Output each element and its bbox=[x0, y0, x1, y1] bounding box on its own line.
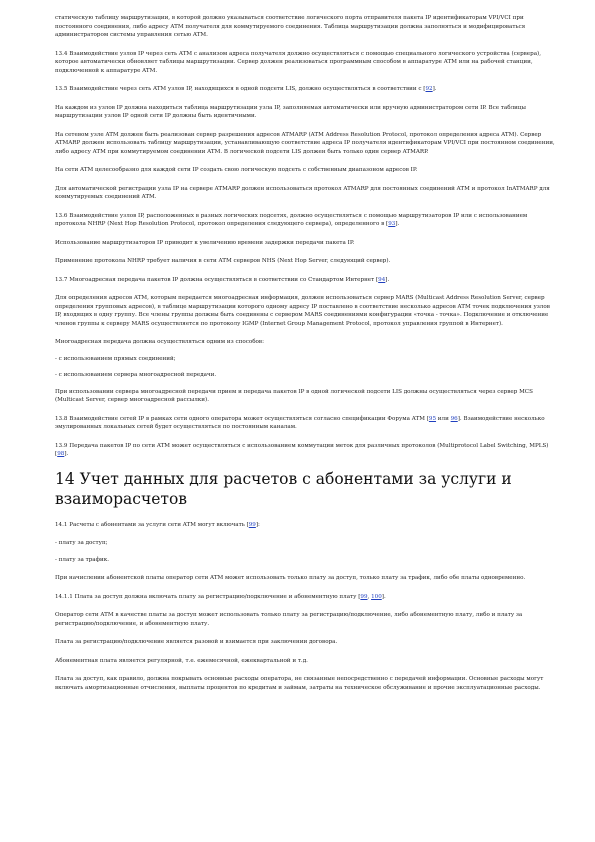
paragraph-13-6 bbox=[55, 212, 555, 229]
paragraph-text: 14.1.1 Плата за доступ должна включать плату за регистрацию/подключение и абонементную плату [ bbox=[55, 593, 361, 600]
paragraph-13-4: 13.4 Взаимодействие узлов IP через сеть ATM с анализом адреса получателя должно осуществляться с помощью специального логического устройства (сервера), которое автоматически обновляет таблицы маршрутизации. Сервер должен реализоваться программным способом в аппаратуре ATM или на рабочей станции, подключенной к аппаратуре ATM. bbox=[55, 50, 541, 74]
paragraph-text: 13.8 Взаимодействие сетей IP в рамках сети одного оператора может осуществляться согласно спецификации Форума ATM [ bbox=[55, 415, 429, 422]
paragraph: статическую таблицу маршрутизации, в которой должно указываться соответствие логического порта отправителя пакета IP идентификаторам VPI/VCI при постоянного соединения, либо адресу ATM получателя для коммутируемого соединения. Таблица маршрутизации должна заполняться и модифицироваться администратором системы управления сетью ATM. bbox=[55, 15, 526, 38]
paragraph: Для определения адресов ATM, которым передается многоадресная информация, должен использоваться сервер MARS (Multicast Address Resolution Server, сервер определения групповых адресов), в таблице маршрутизации которого одному адресу IP поставлено в соответствие несколько адресов ATM точек подключения узлов IP, входящих в одну группу. Все члены группы должны быть соединены с сервером MARS соединениями конфигурации «точка - точка». Подключение и отключение членов группы к серверу MARS осуществляется по протоколу IGMP (Internet Group Management Protocol, протокол управления группой в Интернет). bbox=[55, 295, 550, 327]
paragraph: Оператор сети ATM в качестве платы за доступ может использовать только плату за регистрацию/подключение, либо абонементную плату, либо и плату за регистрацию/подключение, и абонементную плату. bbox=[55, 612, 523, 627]
paragraph-text-end: ]. bbox=[432, 86, 437, 92]
paragraph-text: 13.9 Передача пакетов IP по сети ATM может осуществляться с использованием коммутации меток для различных протоколов (Multiprotocol Label Switching, MPLS) [ bbox=[55, 442, 549, 457]
reference-link[interactable]: 99 bbox=[360, 593, 368, 600]
paragraph-text: 14.1 Расчеты с абонентами за услуги сети ATM могут включать [ bbox=[55, 521, 249, 528]
paragraph-text: 13.6 Взаимодействие узлов IP, расположенных в разных логических подсетях, должно осуществляться с помощью маршрутизаторов IP или с использованием протокола NHRP (Next Hop Resolution Protocol, протокол определения следующего сервера), определенного в [ bbox=[55, 212, 528, 227]
paragraph: Абонементная плата является регулярной, т.е. ежемесячной, ежеквартальной и т.д. bbox=[55, 657, 308, 664]
document-page bbox=[55, 14, 555, 702]
reference-link[interactable]: 96 bbox=[450, 415, 458, 422]
paragraph: Многоадресная передача должна осуществляться одним из способов: bbox=[55, 339, 264, 345]
paragraph: Использование маршрутизаторов IP приводит к увеличению времени задержки передачи пакета IP. bbox=[55, 239, 355, 246]
paragraph-text-mid: , bbox=[367, 593, 372, 600]
paragraph: При начислении абонентской платы оператор сети ATM может использовать только плату за доступ, только плату за трафик, либо обе платы одновременно. bbox=[55, 575, 526, 581]
list-item: - с использованием сервера многоадресной передачи. bbox=[55, 372, 217, 378]
reference-link[interactable]: 99 bbox=[248, 521, 256, 528]
paragraph-text-end: ]. bbox=[64, 451, 69, 457]
list-item: - с использованием прямых соединений; bbox=[55, 355, 176, 362]
paragraph: Плата за доступ, как правило, должна покрывать основные расходы оператора, не связанные непосредственно с передачей информации. Основные расходы могут включать амортизационные отчисления, выплаты процентов по кредитам и займам, затраты на техническое обслуживание и прочие эксплуатационные расходы. bbox=[55, 676, 544, 691]
list-item: - плату за трафик. bbox=[55, 556, 110, 563]
paragraph-14-1-1 bbox=[55, 593, 555, 602]
reference-link[interactable]: 92 bbox=[425, 86, 433, 92]
paragraph-13-5 bbox=[55, 85, 555, 94]
paragraph: На сетевом узле ATM должен быть реализован сервер разрешения адресов ATMARP (ATM Address Resolution Protocol, протокол определения адреса ATM). Сервер ATMARP должен использовать таблицу маршрутизации, устанавливающую соответствие адреса IP получателя идентификаторам VPI/VCI при постоянном соединении, либо адресу ATM при коммутируемом соединении ATM. В логической подсети LIS должен быть только один сервер ATMARP. bbox=[55, 131, 555, 155]
paragraph: При использовании сервера многоадресной передачи прием и передача пакетов IP в одной логической подсети LIS должны осуществляться через сервер MCS (Multicast Server, сервер многоадресной рассылки). bbox=[55, 388, 533, 403]
reference-link[interactable]: 98 bbox=[57, 451, 65, 457]
paragraph-text-end: ]. bbox=[385, 276, 390, 283]
reference-link[interactable]: 95 bbox=[428, 415, 437, 422]
paragraph: Применение протокола NHRP требует наличия в сети ATM серверов NHS (Next Hop Server, следующий сервер). bbox=[55, 258, 391, 264]
paragraph-13-7 bbox=[55, 276, 555, 285]
reference-link[interactable]: 100 bbox=[371, 593, 382, 600]
paragraph: На сети ATM целесообразно для каждой сети IP создать свою логическую подсеть с собственным диапазоном адресов IP. bbox=[55, 167, 418, 173]
paragraph-text-mid: или bbox=[436, 415, 451, 422]
paragraph-13-8 bbox=[55, 415, 555, 432]
reference-link[interactable]: 94 bbox=[378, 276, 386, 283]
paragraph-text-end: ]. bbox=[395, 221, 400, 227]
paragraph: Для автоматической регистрации узла IP на сервере ATMARP должен использоваться протокол ATMARP для постоянных соединений ATM и протокол InATMARP для коммутируемых соединений ATM. bbox=[55, 185, 550, 200]
section-heading: 14 Учет данных для расчетов с абонентами за услуги и взаиморасчетов bbox=[55, 469, 512, 508]
paragraph-text-end: ]. bbox=[381, 593, 386, 600]
paragraph: Плата за регистрацию/подключение является разовой и взимается при заключении договора. bbox=[55, 639, 338, 645]
reference-link[interactable]: 93 bbox=[388, 221, 396, 227]
paragraph-text-end: ]: bbox=[255, 521, 260, 528]
paragraph-13-9 bbox=[55, 442, 555, 459]
paragraph-text: 13.7 Многоадресная передача пакетов IP должна осуществляться в соответствии со Стандартом Интернет [ bbox=[55, 276, 379, 283]
paragraph-text: 13.5 Взаимодействие через сеть ATM узлов IP, находящихся в одной подсети LIS, должно осуществляться в соответствии с [ bbox=[55, 86, 426, 92]
paragraph: На каждом из узлов IP должна находиться таблица маршрутизации узла IP, заполняемая автоматически или вручную администратором сети IP. Все таблицы маршрутизации узлов IP одной сети IP должны быть идентичными. bbox=[55, 104, 526, 119]
paragraph-14-1 bbox=[55, 521, 555, 530]
list-item: - плату за доступ; bbox=[55, 540, 108, 546]
paragraph-text-end: ]. Взаимодействие несколько эмулированных локальных сетей будет осуществляться по постоянным каналам. bbox=[55, 415, 545, 430]
